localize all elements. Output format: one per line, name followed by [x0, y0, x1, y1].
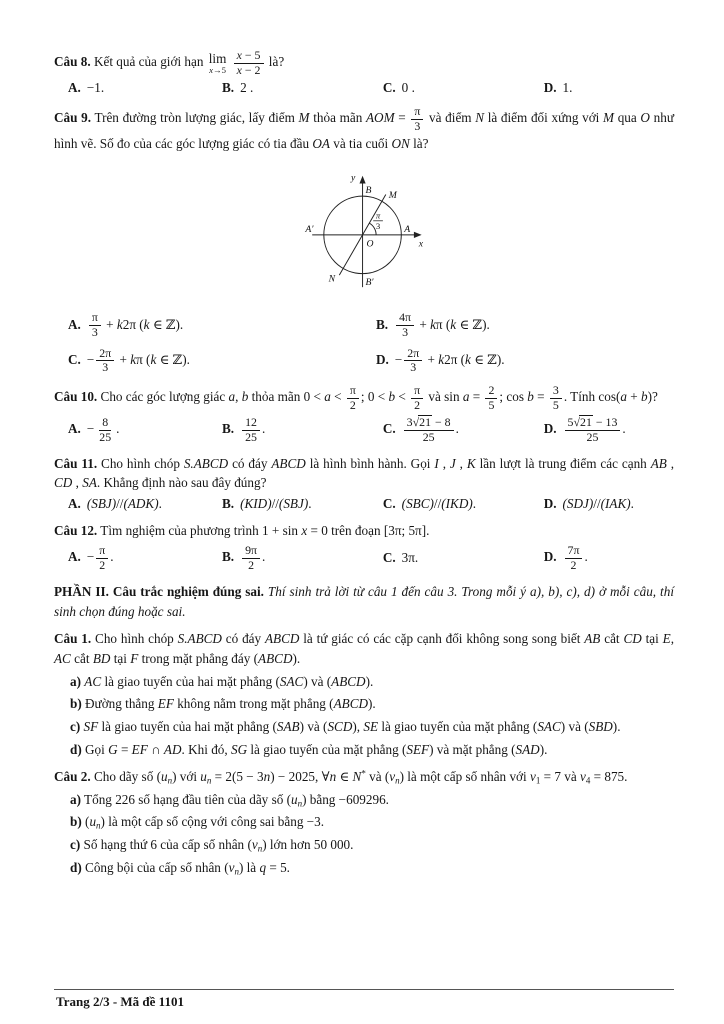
label-point-a-prime: A′ — [304, 224, 313, 236]
label-y-axis: y — [350, 173, 355, 185]
option-11-d — [544, 496, 674, 512]
option-12-b — [222, 544, 373, 572]
y-axis-arrow — [359, 176, 365, 184]
option-10-c — [383, 415, 534, 444]
label-point-m: M — [388, 190, 397, 202]
option-body: (SBJ)//(ADK). — [86, 496, 162, 512]
statement-a: a) AC là giao tuyến của hai mặt phẳng (SAC) và (ABCD). — [70, 673, 374, 689]
fraction: $\frac{\pi}{3}$ — [411, 105, 423, 133]
option-letter: C. — [382, 496, 396, 512]
option-10-d — [544, 415, 674, 444]
option-body: $\frac{12}{25}$ . — [240, 421, 265, 436]
options-row — [54, 496, 674, 512]
fraction: $\frac{\pi}{3}$ — [89, 311, 101, 339]
exam-content — [54, 42, 674, 989]
option-body: (SBC)//(IKD). — [401, 496, 477, 512]
option-body: −1. — [86, 80, 105, 96]
fraction: $\frac{\pi}{2}$ — [96, 544, 108, 572]
question-p2-2 — [54, 767, 674, 878]
option-letter: D. — [543, 496, 557, 512]
question-stem: Câu 10. Cho các góc lượng giác a, b thỏa mãn 0 < a < $\frac{\pi}{2}$ ; 0 < b < $\frac{\pi}{2}$ và sin a = $\frac{2}{5}$ ; cos b = $\frac{3}{5}$ . Tính cos(a + b)? — [54, 383, 658, 412]
option-11-c — [383, 496, 534, 512]
unit-circle-diagram — [54, 157, 674, 308]
option-body: (SDJ)//(IAK). — [562, 496, 634, 512]
question-stem: Câu 1. Cho hình chóp S.ABCD có đáy ABCD là tứ giác có các cặp cạnh đối không song song biết AB cắt CD tại E, AC cắt BD tại F trong mặt phẳng đáy (ABCD). — [54, 630, 674, 666]
statement-b: b) $(u_n)$ là một cấp số cộng với công sai bằng −3. — [70, 814, 325, 831]
fraction: $\frac{4\pi}{3}$ — [396, 311, 414, 339]
page-footer-text: Trang 2/3 - Mã đề 1101 — [56, 994, 184, 1009]
fraction: $\frac{7\pi}{2}$ — [565, 544, 583, 572]
option-body: 5 √ 21 − 13 25 . — [563, 421, 626, 436]
label-x-axis: x — [418, 238, 423, 250]
option-8-c — [383, 80, 534, 96]
question-stem: Câu 12. Tìm nghiệm của phương trình 1 + sin x = 0 trên đoạn [3π; 5π]. — [54, 523, 430, 539]
option-body: − $\frac{8}{25}$ . — [86, 414, 120, 444]
fraction: 5 √ 21 − 13 25 — [565, 415, 621, 444]
question-8 — [54, 49, 674, 96]
fraction: $\frac{8}{25}$ — [99, 414, 112, 444]
options-row — [54, 311, 674, 375]
options-row — [54, 415, 674, 444]
limit-operator: lim x→5 — [208, 50, 227, 75]
question-11 — [54, 454, 674, 513]
fraction: 3 √ 21 − 8 25 — [404, 415, 454, 444]
option-letter: A. — [68, 496, 81, 512]
option-11-a — [68, 496, 212, 512]
option-letter: C. — [68, 351, 81, 367]
statement-d: d) Gọi G = EF ∩ AD. Khi đó, SG là giao tuyến của mặt phẳng (SEF) và mặt phẳng (SAD). — [70, 741, 548, 757]
unit-circle-svg — [287, 157, 442, 303]
option-letter: B. — [222, 496, 235, 512]
question-p2-1 — [54, 629, 674, 760]
option-body: 3 √ 21 − 8 25 . — [402, 421, 459, 436]
option-9-a — [68, 311, 366, 339]
option-body: $\frac{4\pi}{3}$ + kπ (k ∈ ℤ). — [394, 317, 490, 332]
options-row — [54, 80, 674, 96]
option-letter: A. — [68, 80, 81, 96]
option-body: 3π. — [401, 550, 419, 566]
statement-d: d) Công bội của cấp số nhân $(v_n)$ là q = 5. — [70, 859, 290, 877]
x-axis-arrow — [413, 232, 421, 238]
options-row — [54, 544, 674, 572]
option-letter: B. — [222, 80, 235, 96]
option-8-a — [68, 80, 212, 96]
option-10-a — [68, 416, 212, 444]
statement-a: a) Tổng 226 số hạng đầu tiên của dãy số $(u_n)$ bằng −609296. — [70, 791, 389, 809]
question-stem: Câu 9. Trên đường tròn lượng giác, lấy điểm M thỏa mãn AOM = $\frac{\pi}{3}$ và điểm N là điểm đối xứng với M qua O như hình vẽ. Số đo của các góc lượng giác có tia đầu OA và tia cuối ON là? — [54, 104, 674, 151]
option-letter: C. — [382, 421, 396, 437]
option-8-b — [222, 80, 373, 96]
option-body: $\frac{9\pi}{2}$ . — [240, 549, 265, 564]
option-10-b — [222, 416, 373, 444]
question-9 — [54, 105, 674, 375]
fraction: $\frac{12}{25}$ — [242, 416, 260, 444]
option-body: $\frac{7\pi}{2}$ . — [563, 549, 588, 564]
option-letter: C. — [382, 80, 396, 96]
fraction: $\frac{x - 5}{x - 2}$ — [234, 49, 264, 77]
angle-label-numerator: π — [375, 210, 380, 221]
option-letter: D. — [376, 351, 389, 367]
option-letter: D. — [543, 421, 557, 437]
square-root: √ 21 — [573, 415, 592, 430]
option-letter: A. — [68, 316, 81, 332]
fraction: $\frac{2}{5}$ — [485, 384, 497, 412]
option-11-b — [222, 496, 373, 512]
question-stem: Câu 2. Cho dãy số $(u_n)$ với $u_n = 2(5 - 3n) - 2025$, ∀n ∈ N* và $(v_n)$ là một cấp số nhân với $v_1 = 7$ và $v_4 = 875$. — [54, 768, 628, 786]
option-letter: B. — [222, 421, 235, 437]
label-point-a: A — [403, 224, 410, 236]
option-letter: B. — [222, 549, 235, 565]
statement-c: c) Số hạng thứ 6 của cấp số nhân $(v_n)$ lớn hơn 50 000. — [70, 837, 354, 854]
option-letter: D. — [543, 80, 557, 96]
statement-b: b) Đường thẳng EF không nằm trong mặt phẳng (ABCD). — [70, 696, 376, 712]
option-letter: C. — [382, 550, 396, 566]
fraction: $\frac{3}{5}$ — [550, 384, 562, 412]
label-point-n: N — [328, 273, 335, 285]
fraction: $\frac{\pi}{2}$ — [347, 384, 359, 412]
fraction: $\frac{2\pi}{3}$ — [96, 347, 114, 375]
statement-c: c) SF là giao tuyến của hai mặt phẳng (SAB) và (SCD), SE là giao tuyến của mặt phẳng (SAC) và (SBD). — [70, 719, 621, 735]
part1-section — [54, 49, 674, 572]
option-body: 2 . — [240, 80, 254, 96]
option-12-a — [68, 544, 212, 572]
option-letter: B. — [376, 316, 389, 332]
label-point-b: B — [364, 185, 371, 197]
page-footer — [54, 989, 674, 1010]
option-8-d — [544, 80, 674, 96]
fraction: $\frac{9\pi}{2}$ — [242, 544, 260, 572]
question-stem: Câu 8. Kết quả của giới hạn lim x→5 $\frac{x - 5}{x - 2}$ là? — [54, 48, 285, 77]
option-body: − $\frac{2\pi}{3}$ + k2π (k ∈ ℤ). — [394, 345, 505, 375]
fraction: $\frac{\pi}{2}$ — [411, 384, 423, 412]
question-12 — [54, 521, 674, 572]
part2-section — [54, 629, 674, 878]
option-body: 0 . — [401, 80, 415, 96]
label-point-b-prime: B′ — [364, 277, 373, 289]
option-9-c — [68, 347, 366, 375]
label-origin-o: O — [365, 238, 373, 250]
option-body: − $\frac{\pi}{2}$ . — [86, 543, 114, 572]
option-body: − $\frac{2\pi}{3}$ + kπ (k ∈ ℤ). — [86, 345, 190, 375]
part2-heading: PHẦN II. Câu trắc nghiệm đúng sai. Thí sinh trả lời từ câu 1 đến câu 3. Trong mỗi ý a), b), c), d) ở mỗi câu, thí sinh chọn đúng hoặc sai. — [54, 584, 674, 620]
option-12-d — [544, 544, 674, 572]
option-letter: D. — [543, 549, 557, 565]
option-body: (KID)//(SBJ). — [240, 496, 312, 512]
option-12-c — [383, 550, 534, 566]
question-stem: Câu 11. Cho hình chóp S.ABCD có đáy ABCD là hình bình hành. Gọi I , J , K lần lượt là trung điểm các cạnh AB , CD , SA. Khẳng định nào sau đây đúng? — [54, 455, 675, 491]
option-9-d — [376, 347, 674, 375]
square-root: √ 21 — [412, 415, 432, 430]
question-10 — [54, 384, 674, 445]
option-9-b — [376, 311, 674, 339]
option-body: 1. — [562, 80, 573, 96]
option-letter: A. — [68, 421, 81, 437]
option-letter: A. — [68, 549, 81, 565]
option-body: $\frac{\pi}{3}$ + k2π (k ∈ ℤ). — [87, 317, 183, 332]
angle-label-denominator: 3 — [375, 221, 380, 232]
fraction: $\frac{2\pi}{3}$ — [404, 347, 422, 375]
